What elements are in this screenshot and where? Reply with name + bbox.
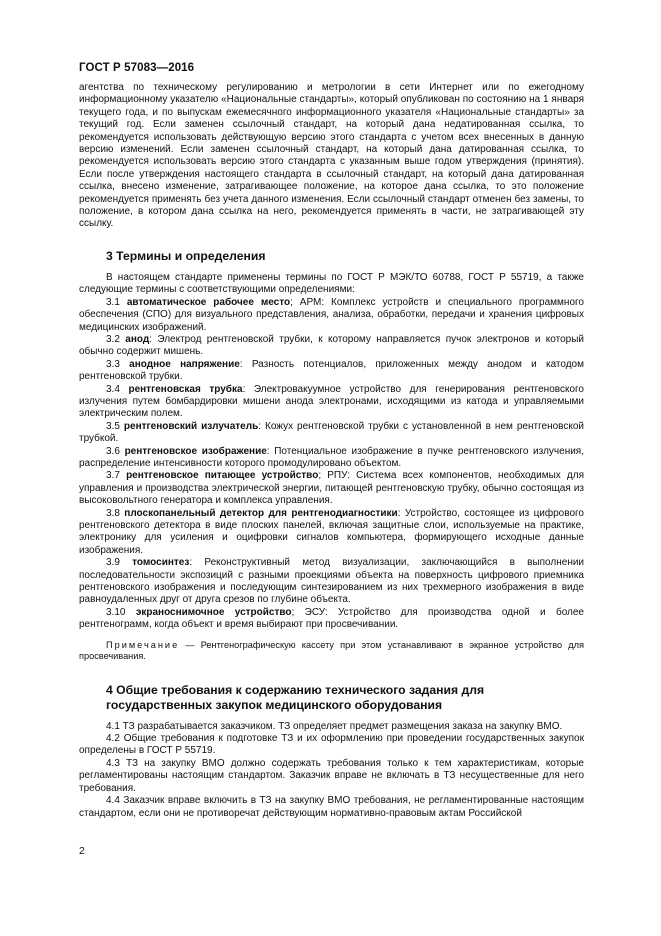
section-4-item-2: 4.2 Общие требования к подготовке ТЗ и их оформлению при проведении государственных закупок определены в ГОСТ Р 55719. bbox=[79, 733, 584, 757]
term-number: 3.6 bbox=[106, 445, 120, 457]
section-4-heading-line1: 4 Общие требования к содержанию технического задания для bbox=[106, 682, 485, 697]
term-definition bbox=[79, 421, 584, 446]
term-name: автоматическое рабочее место bbox=[126, 296, 291, 308]
term-number: 3.5 bbox=[106, 420, 120, 432]
term-definition bbox=[79, 446, 584, 471]
note bbox=[79, 640, 584, 663]
section-4-item-1: 4.1 ТЗ разрабатывается заказчиком. ТЗ определяет предмет размещения заказа на закупку ВМО. bbox=[106, 720, 563, 732]
term-definition bbox=[79, 470, 584, 507]
section-4-item-4: 4.4 Заказчик вправе включить в ТЗ на закупку ВМО требования, не регламентированные настоящим стандартом, если они не противоречат действующим нормативно-правовым актам Российской bbox=[79, 795, 584, 819]
term-number: 3.9 bbox=[106, 557, 120, 569]
term-number: 3.7 bbox=[106, 470, 120, 482]
terms-list bbox=[79, 297, 584, 632]
page-number: 2 bbox=[79, 845, 85, 857]
note-label: Примечание bbox=[106, 639, 180, 650]
term-text: : Разность потенциалов, приложенных между анодом и катодом рентгеновской трубки. bbox=[79, 358, 584, 383]
term-number: 3.1 bbox=[106, 296, 120, 308]
section-4-heading-line2: государственных закупок медицинского оборудования bbox=[106, 697, 443, 712]
term-name: экраноснимочное устройство bbox=[135, 606, 292, 618]
term-definition bbox=[79, 297, 584, 334]
term-text: : Реконструктивный метод визуализации, заключающийся в выполнении последовательности экспозиций с разными проекциями объекта на поверхность цифрового приемника рентгеновского изображения и последующим синтезированием из них трехмерного изображения в виде равноудаленных друг от друга срезов по глубине объекта. bbox=[79, 557, 585, 606]
term-number: 3.3 bbox=[106, 358, 120, 370]
section-4-heading bbox=[79, 683, 584, 713]
term-name: томосинтез bbox=[132, 557, 190, 569]
term-text: ; АРМ: Комплекс устройств и специального программного обеспечения (СПО) для визуального представления, анализа, обработки, передачи и хранения цифровых медицинских изображений. bbox=[79, 296, 584, 333]
intro-paragraph: агентства по техническому регулированию и метрологии в сети Интернет или по ежегодному информационному указателю «Национальные стандарты», который опубликован по состоянию на 1 января текущего года, и по выпускам ежемесячного информационного указателя «Национальные стандарты» за текущий год. Если заменен ссылочный стандарт, на который дана недатированная ссылка, то рекомендуется использовать действующую версию этого стандарта с учетом всех внесенных в данную версию изменений. Если заменен ссылочный стандарт, на который дана датированная ссылка, то рекомендуется использовать версию этого стандарта с указанным выше годом утверждения (принятия). Если после утверждения настоящего стандарта в ссылочный стандарт, на который дана датированная ссылка, внесено изменение, затрагивающее положение, на которое дана ссылка, то это положение рекомендуется применять без учета данного изменения. Если ссылочный стандарт отменен без замены, то положение, в котором дана ссылка на него, рекомендуется применять в части, не затрагивающей эту ссылку. bbox=[79, 82, 584, 230]
page-content bbox=[79, 82, 584, 820]
term-text: : Потенциальное изображение в пучке рентгеновского излучения, распределение интенсивности которого промодулировано объектом. bbox=[79, 445, 584, 469]
note-text: — Рентгенографическую кассету при этом устанавливают в экранное устройство для просвечивания. bbox=[79, 639, 584, 662]
term-name: рентгеновское питающее устройство bbox=[126, 470, 319, 482]
term-text: ; РПУ: Система всех компонентов, необходимых для управления и производства электрической энергии, питающей рентгеновскую трубку, обычно состоящая из высоковольтного генератора и комплекса управления. bbox=[79, 470, 585, 507]
term-definition bbox=[79, 359, 584, 384]
term-text: : Устройство, состоящее из цифрового рентгеновского детектора в виде плоских панелей, включая защитные слои, используемые на практике, электронику для усиления и оцифровки сигналов компьютера, формирующего исходные данные изображения. bbox=[79, 507, 584, 556]
term-name: рентгеновское изображение bbox=[124, 445, 267, 457]
page-header: ГОСТ Р 57083—2016 bbox=[79, 62, 195, 74]
term-number: 3.2 bbox=[106, 333, 120, 345]
term-number: 3.10 bbox=[106, 606, 126, 618]
term-name: плоскопанельный детектор для рентгенодиагностики bbox=[124, 507, 398, 519]
term-name: рентгеновский излучатель bbox=[123, 420, 259, 432]
term-number: 3.4 bbox=[106, 383, 120, 395]
term-name: анод bbox=[125, 333, 150, 345]
term-definition bbox=[79, 334, 584, 359]
term-text: : Электрод рентгеновской трубки, к которому направляется пучок электронов и который обычно содержит мишень. bbox=[79, 333, 584, 358]
term-number: 3.8 bbox=[106, 507, 120, 519]
section-4-item-3: 4.3 ТЗ на закупку ВМО должно содержать требования только к тем характеристикам, которые регламентированы настоящим стандартом. Заказчик вправе не включать в ТЗ несущественные для него требования. bbox=[79, 757, 584, 794]
term-definition bbox=[79, 607, 584, 632]
term-text: : Кожух рентгеновской трубки с установленной в нем рентгеновской трубкой. bbox=[79, 420, 585, 445]
term-definition bbox=[79, 384, 584, 421]
section-3-lead: В настоящем стандарте применены термины по ГОСТ Р МЭК/ТО 60788, ГОСТ Р 55719, а также следующие термины с соответствующими определениями: bbox=[79, 271, 584, 296]
term-name: анодное напряжение bbox=[129, 358, 240, 370]
term-definition bbox=[79, 508, 584, 558]
term-text: : Электровакуумное устройство для генерирования рентгеновского излучения путем бомбардировки мишени анода электронами, исходящими из катода и управляемыми электрическим полем. bbox=[79, 383, 584, 420]
term-definition bbox=[79, 557, 584, 607]
section-3-heading: 3 Термины и определения bbox=[106, 248, 266, 263]
term-name: рентгеновская трубка bbox=[128, 383, 243, 395]
term-text: ; ЭСУ: Устройство для производства одной и более рентгенограмм, когда объект и время выбирают при просвечивании. bbox=[79, 606, 584, 631]
